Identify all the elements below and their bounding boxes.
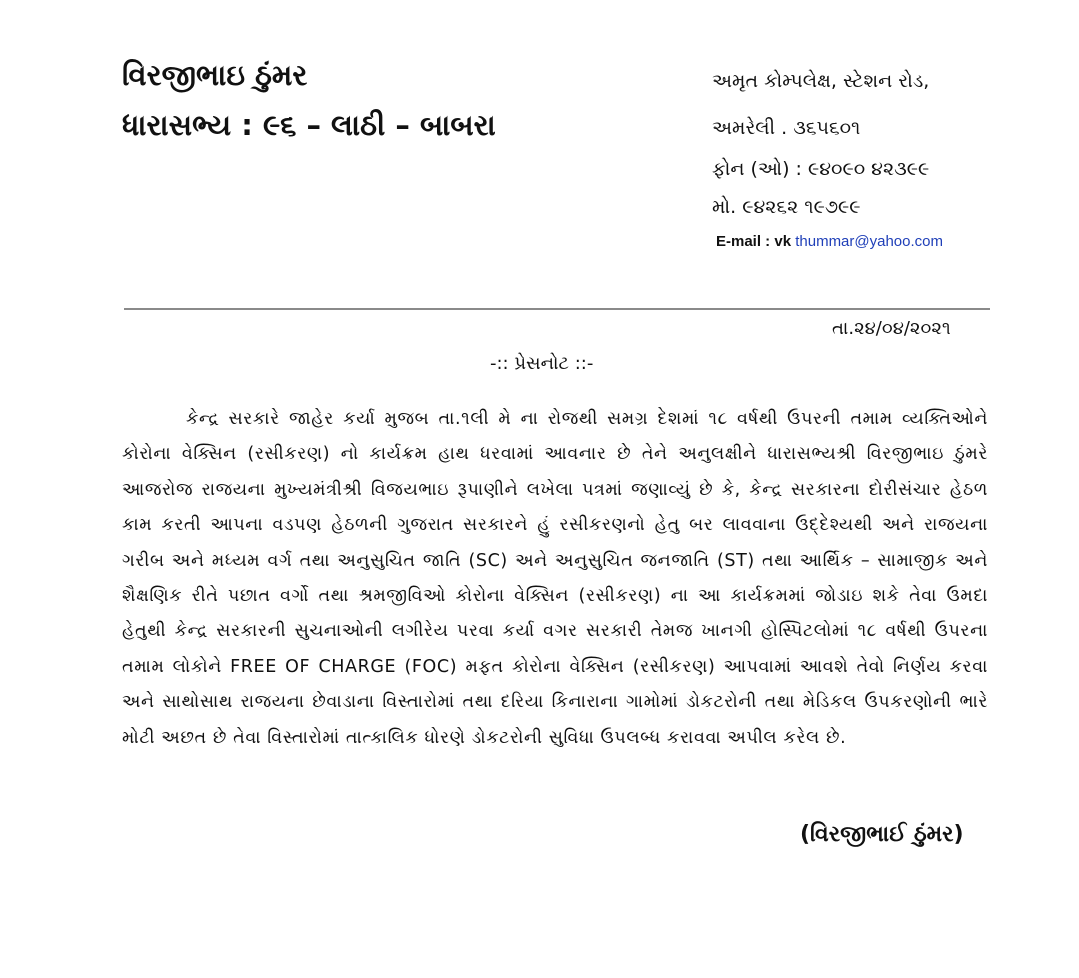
email-user-prefix: vk — [774, 233, 796, 250]
sender-constituency: ધારાસભ્ય : ૯૬ – લાઠી – બાબરા — [122, 108, 496, 142]
email-line — [716, 233, 943, 250]
header-divider — [124, 308, 990, 310]
address-line-2: અમરેલી . ૩૬૫૬૦૧ — [712, 117, 861, 139]
address-line-1: અમૃત કોમ્પલેક્ષ, સ્ટેશન રોડ, — [712, 70, 930, 92]
sender-name: વિરજીભાઇ ઠુંમર — [122, 58, 308, 92]
mobile-number: મો. ૯૪૨૬૨ ૧૯૭૯૯ — [712, 196, 861, 218]
press-note-title: -:: પ્રેસનોટ ::- — [490, 353, 594, 374]
email-link[interactable]: thummar@yahoo.com — [795, 233, 943, 250]
letter-date: તા.૨૪/૦૪/૨૦૨૧ — [832, 318, 951, 339]
email-label: E-mail : — [716, 233, 775, 250]
press-note-body: કેન્દ્ર સરકારે જાહેર કર્યા મુજબ તા.૧લી મે ના રોજથી સમગ્ર દેશમાં ૧૮ વર્ષથી ઉપરની તમામ વ્યક્તિઓને કોરોના વેક્સિન (રસીકરણ) નો કાર્યક્રમ હાથ ધરવામાં આવનાર છે તેને અનુલક્ષીને ધારાસભ્યશ્રી વિરજીભાઇ ઠુંમરે આજરોજ રાજયના મુખ્યમંત્રીશ્રી વિજયભાઇ રૂપાણીને લખેલા પત્રમાં જણાવ્યું છે કે, કેન્દ્ર સરકારના દોરીસંચાર હેઠળ કામ કરતી આપના વડપણ હેઠળની ગુજરાત સરકારને હું રસીકરણનો હેતુ બર લાવવાના ઉદ્દેશ્યથી અને રાજયના ગરીબ અને મધ્યમ વર્ગ તથા અનુસુચિત જાતિ (SC) અને અનુસુચિત જનજાતિ (ST) તથા આર્થિક – સામાજીક અને શૈક્ષણિક રીતે પછાત વર્ગો તથા શ્રમજીવિઓ કોરોના વેક્સિન (રસીકરણ) ના આ કાર્યક્રમમાં જોડાઇ શકે તેવા ઉમદા હેતુથી કેન્દ્ર સરકારની સુચનાઓની લગીરેય પરવા કર્યા વગર સરકારી તેમજ ખાનગી હોસ્પિટલોમાં ૧૮ વર્ષથી ઉપરના તમામ લોકોને FREE OF CHARGE (FOC) મફત કોરોના વેક્સિન (રસીકરણ) આપવામાં આવશે તેવો નિર્ણય કરવા અને સાથોસાથ રાજયના છેવાડાના વિસ્તારોમાં તથા દરિયા કિનારાના ગામોમાં ડોકટરોની તથા મેડિકલ ઉપકરણોની ભારે મોટી અછત છે તેવા વિસ્તારોમાં તાત્કાલિક ધોરણે ડોકટરોની સુવિધા ઉપલબ્ધ કરાવવા અપીલ કરેલ છે. — [122, 409, 988, 748]
phone-office: ફોન (ઓ) : ૯૪૦૯૦ ૪૨૩૯૯ — [712, 158, 930, 180]
signature: (વિરજીભાઈ ઠુંમર) — [800, 822, 964, 847]
